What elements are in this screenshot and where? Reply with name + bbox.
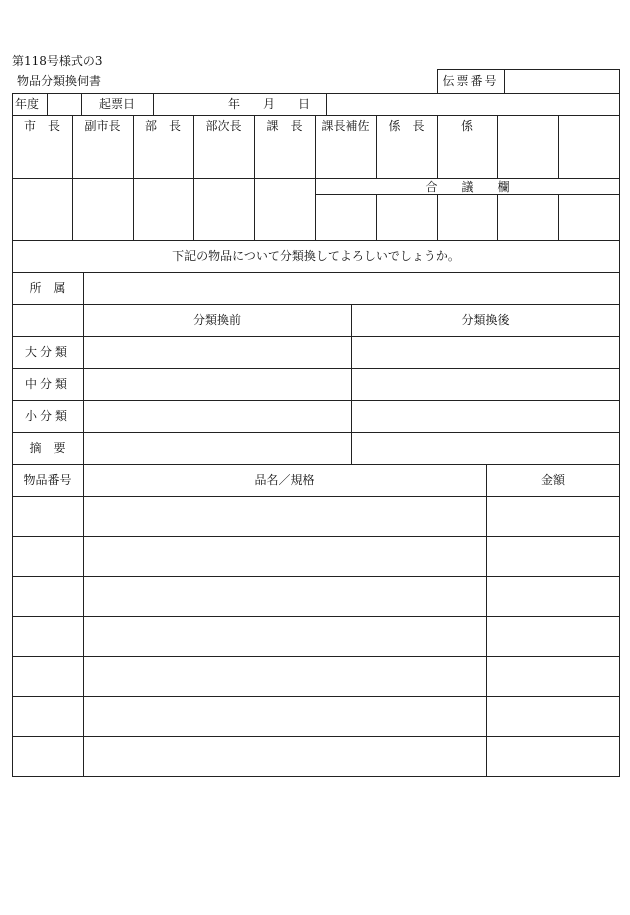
stamp-deputy-director[interactable] — [194, 134, 253, 177]
item-amount-header: 金額 — [540, 473, 565, 487]
item-number-cell[interactable] — [13, 737, 83, 776]
category-major-after[interactable] — [352, 337, 619, 367]
affiliation-field[interactable] — [84, 273, 619, 303]
slip-number-label: 伝票番号 — [442, 74, 499, 88]
approver-subsection-chief: 係 長 — [388, 119, 425, 133]
slip-number-field[interactable] — [505, 70, 619, 93]
category-major-before[interactable] — [84, 337, 350, 367]
form-number: 第118号様式の3 — [12, 54, 103, 68]
voucher-date-label: 起票日 — [98, 97, 135, 111]
item-amount-cell[interactable] — [487, 497, 619, 535]
stamp-deputy-mayor[interactable] — [73, 134, 132, 177]
item-amount-cell[interactable] — [487, 657, 619, 695]
item-number-cell[interactable] — [13, 577, 83, 615]
item-name-cell[interactable] — [84, 617, 485, 655]
council-label: 合 議 欄 — [425, 180, 510, 194]
stamp-staff[interactable] — [438, 134, 496, 177]
item-name-cell[interactable] — [84, 657, 485, 695]
item-number-cell[interactable] — [13, 697, 83, 735]
item-name-cell[interactable] — [84, 697, 485, 735]
fiscal-year-label: 年度 — [15, 97, 40, 111]
remarks-label: 摘 要 — [29, 441, 66, 455]
item-amount-cell[interactable] — [487, 697, 619, 735]
item-number-cell[interactable] — [13, 537, 83, 575]
approver-deputy-director: 部次長 — [205, 119, 242, 133]
category-middle-after[interactable] — [352, 369, 619, 399]
item-number-cell[interactable] — [13, 657, 83, 695]
stamp-director[interactable] — [134, 134, 192, 177]
category-minor-label: 小分類 — [24, 409, 70, 423]
approver-section-chief: 課 長 — [266, 119, 303, 133]
item-name-header: 品名／規格 — [254, 473, 315, 487]
approver-director: 部 長 — [144, 119, 181, 133]
item-number-cell[interactable] — [13, 497, 83, 535]
before-label: 分類換前 — [192, 313, 241, 327]
item-amount-cell[interactable] — [487, 537, 619, 575]
category-major-label: 大分類 — [24, 345, 70, 359]
affiliation-label: 所 属 — [29, 281, 66, 295]
item-amount-cell[interactable] — [487, 617, 619, 655]
stamp-subsection-chief[interactable] — [377, 134, 436, 177]
date-remarks-field[interactable] — [327, 94, 619, 114]
approver-deputy-mayor: 副市長 — [84, 119, 121, 133]
item-name-cell[interactable] — [84, 537, 485, 575]
category-middle-label: 中分類 — [24, 377, 70, 391]
approver-assistant-chief: 課長補佐 — [321, 119, 370, 133]
item-number-header: 物品番号 — [23, 473, 72, 487]
stamp-assistant-chief[interactable] — [316, 134, 375, 177]
after-label: 分類換後 — [461, 313, 510, 327]
category-minor-after[interactable] — [352, 401, 619, 431]
stamp-section-chief[interactable] — [255, 134, 314, 177]
remarks-before[interactable] — [84, 433, 350, 463]
item-amount-cell[interactable] — [487, 737, 619, 776]
item-name-cell[interactable] — [84, 497, 485, 535]
approver-mayor: 市 長 — [23, 119, 60, 133]
category-middle-before[interactable] — [84, 369, 350, 399]
stamp-mayor[interactable] — [13, 134, 71, 177]
item-name-cell[interactable] — [84, 577, 485, 615]
item-number-cell[interactable] — [13, 617, 83, 655]
item-name-cell[interactable] — [84, 737, 485, 776]
form-title: 物品分類換伺書 — [17, 74, 102, 88]
category-minor-before[interactable] — [84, 401, 350, 431]
year-label: 年 — [228, 97, 241, 111]
item-amount-cell[interactable] — [487, 577, 619, 615]
confirmation-text: 下記の物品について分類換してよろしいでしょうか。 — [172, 249, 460, 263]
day-label: 日 — [298, 97, 311, 111]
fiscal-year-field[interactable] — [48, 94, 80, 114]
month-label: 月 — [263, 97, 276, 111]
approver-staff: 係 — [460, 119, 473, 133]
remarks-after[interactable] — [352, 433, 619, 463]
